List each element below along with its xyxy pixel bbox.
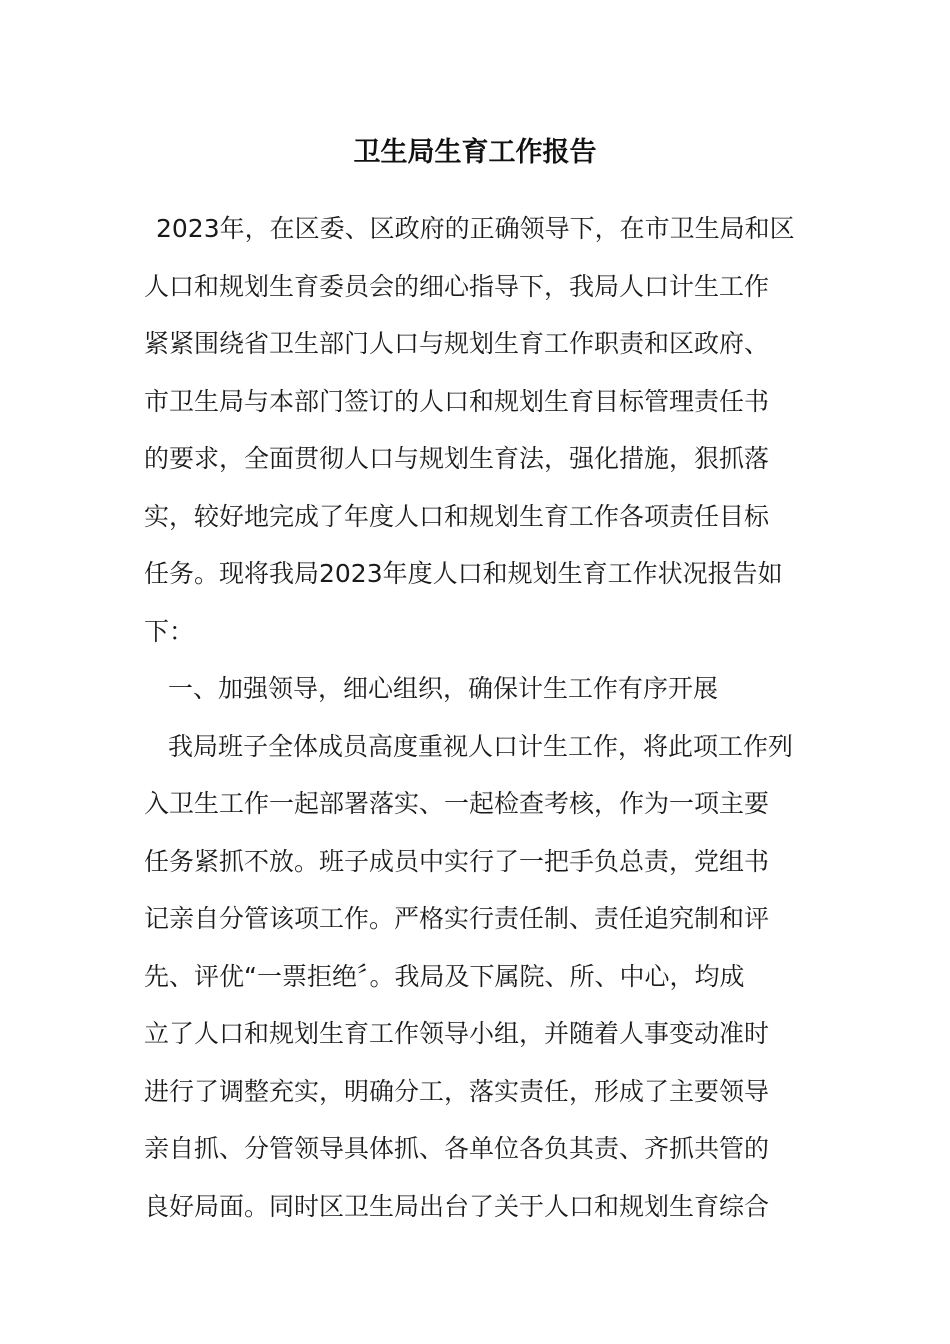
body-line: 市卫生局与本部门签订的人口和规划生育目标管理责任书 (144, 386, 770, 416)
body-line: 的要求，全面贯彻人口与规划生育法，强化措施，狠抓落 (144, 444, 770, 473)
body-line: 下： (144, 616, 195, 646)
body-line: 先、评优“一票拒绝〞。我局及下属院、所、中心，均成 (144, 961, 745, 991)
body-line: 实，较好地完成了年度人口和规划生育工作各项责任目标 (144, 501, 770, 531)
body-line: 进行了调整充实，明确分工，落实责任，形成了主要领导 (144, 1076, 770, 1106)
section-heading: 一、加强领导，细心组织，确保计生工作有序开展 (168, 674, 719, 703)
body-line: 人口和规划生育委员会的细心指导下，我局人口计生工作 (144, 271, 770, 301)
body-line: 入卫生工作一起部署落实、一起检查考核，作为一项主要 (144, 789, 770, 818)
body-line: 记亲自分管该项工作。严格实行责任制、责任追究制和评 (144, 904, 770, 933)
document-title: 卫生局生育工作报告 (353, 137, 597, 168)
body-line: 亲自抓、分管领导具体抓、各单位各负其责、齐抓共管的 (144, 1134, 770, 1163)
body-line: 立了人口和规划生育工作领导小组，并随着人事变动准时 (144, 1019, 770, 1048)
body-line: 我局班子全体成员高度重视人口计生工作，将此项工作列 (168, 731, 794, 761)
body-line: 2023年，在区委、区政府的正确领导下，在市卫生局和区 (156, 214, 795, 243)
body-line: 任务紧抓不放。班子成员中实行了一把手负总责，党组书 (144, 846, 770, 876)
document-body (144, 200, 816, 1235)
body-line: 紧紧围绕省卫生部门人口与规划生育工作职责和区政府、 (144, 329, 770, 358)
body-line: 良好局面。同时区卫生局出台了关于人口和规划生育综合 (144, 1191, 770, 1221)
body-line: 任务。现将我局2023年度人口和规划生育工作状况报告如 (144, 559, 783, 588)
